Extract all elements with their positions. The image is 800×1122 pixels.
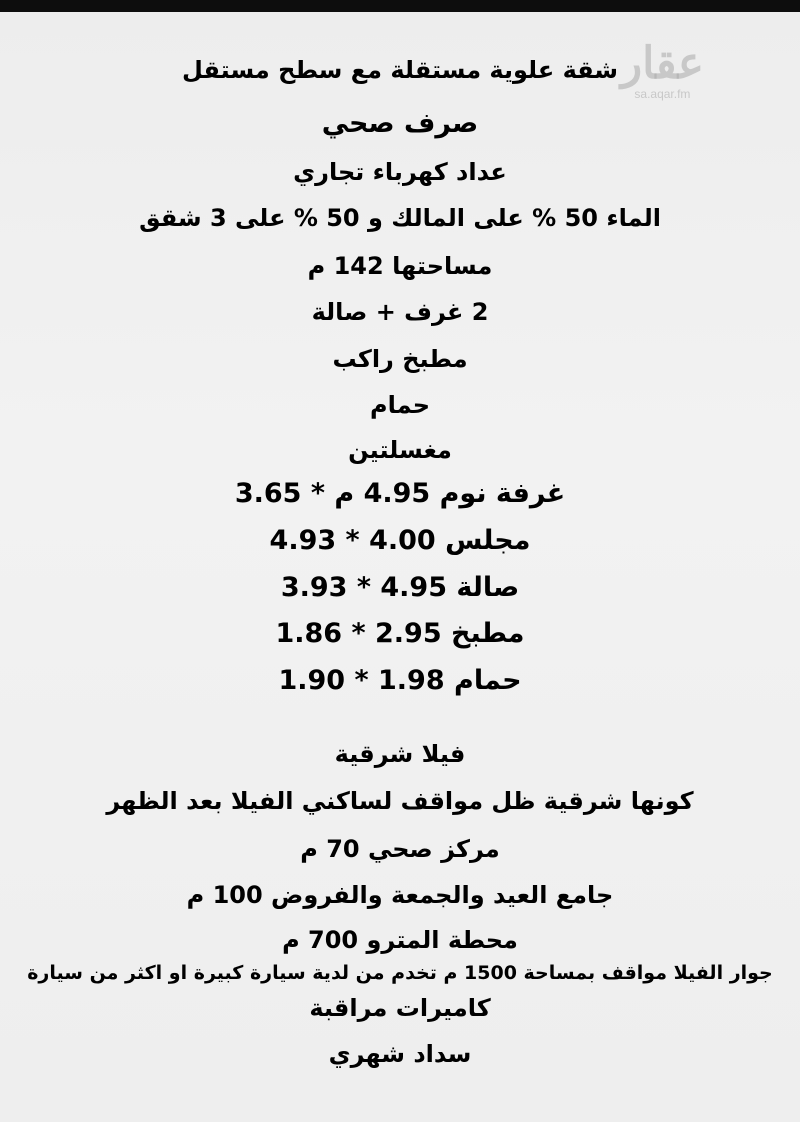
line-sewage: صرف صحي	[321, 108, 479, 139]
document-screen	[0, 12, 800, 1122]
line-kitchen: مطبخ راكب	[332, 345, 468, 373]
line-title: شقة علوية مستقلة مع سطح مستقل	[181, 56, 619, 84]
watermark-site: sa.aqar.fm	[634, 87, 691, 101]
line-electric-meter: عداد كهرباء تجاري	[293, 158, 507, 186]
line-cameras: كاميرات مراقبة	[309, 994, 491, 1022]
line-bathroom: حمام	[370, 391, 430, 419]
line-majlis-size: مجلس 4.00 * 4.93	[269, 525, 531, 556]
line-health-center: مركز صحي 70 م	[300, 835, 500, 863]
line-sinks: مغسلتين	[348, 436, 452, 464]
line-villa-east: فيلا شرقية	[334, 740, 466, 768]
line-area: مساحتها 142 م	[307, 252, 493, 280]
line-kitchen-size: مطبخ 2.95 * 1.86	[275, 618, 525, 649]
line-mosque: جامع العيد والجمعة والفروض 100 م	[186, 881, 614, 909]
line-parking-area: جوار الفيلا مواقف بمساحة 1500 م تخدم من لدية سيارة كبيرة او اكثر من سيارة	[27, 962, 773, 984]
line-parking-shade: كونها شرقية ظل مواقف لساكني الفيلا بعد الظهر	[106, 787, 694, 815]
line-bathroom-size: حمام 1.98 * 1.90	[278, 665, 522, 696]
line-bedroom-size: غرفة نوم 4.95 م * 3.65	[234, 478, 566, 509]
line-hall-size: صالة 4.95 * 3.93	[280, 572, 520, 603]
line-water: الماء 50 % على المالك و 50 % على 3 شقق	[139, 204, 661, 232]
line-monthly-payment: سداد شهري	[328, 1040, 472, 1068]
watermark-logo: عقار	[620, 39, 704, 88]
line-metro: محطة المترو 700 م	[282, 926, 518, 954]
line-rooms: 2 غرف + صالة	[311, 298, 489, 326]
